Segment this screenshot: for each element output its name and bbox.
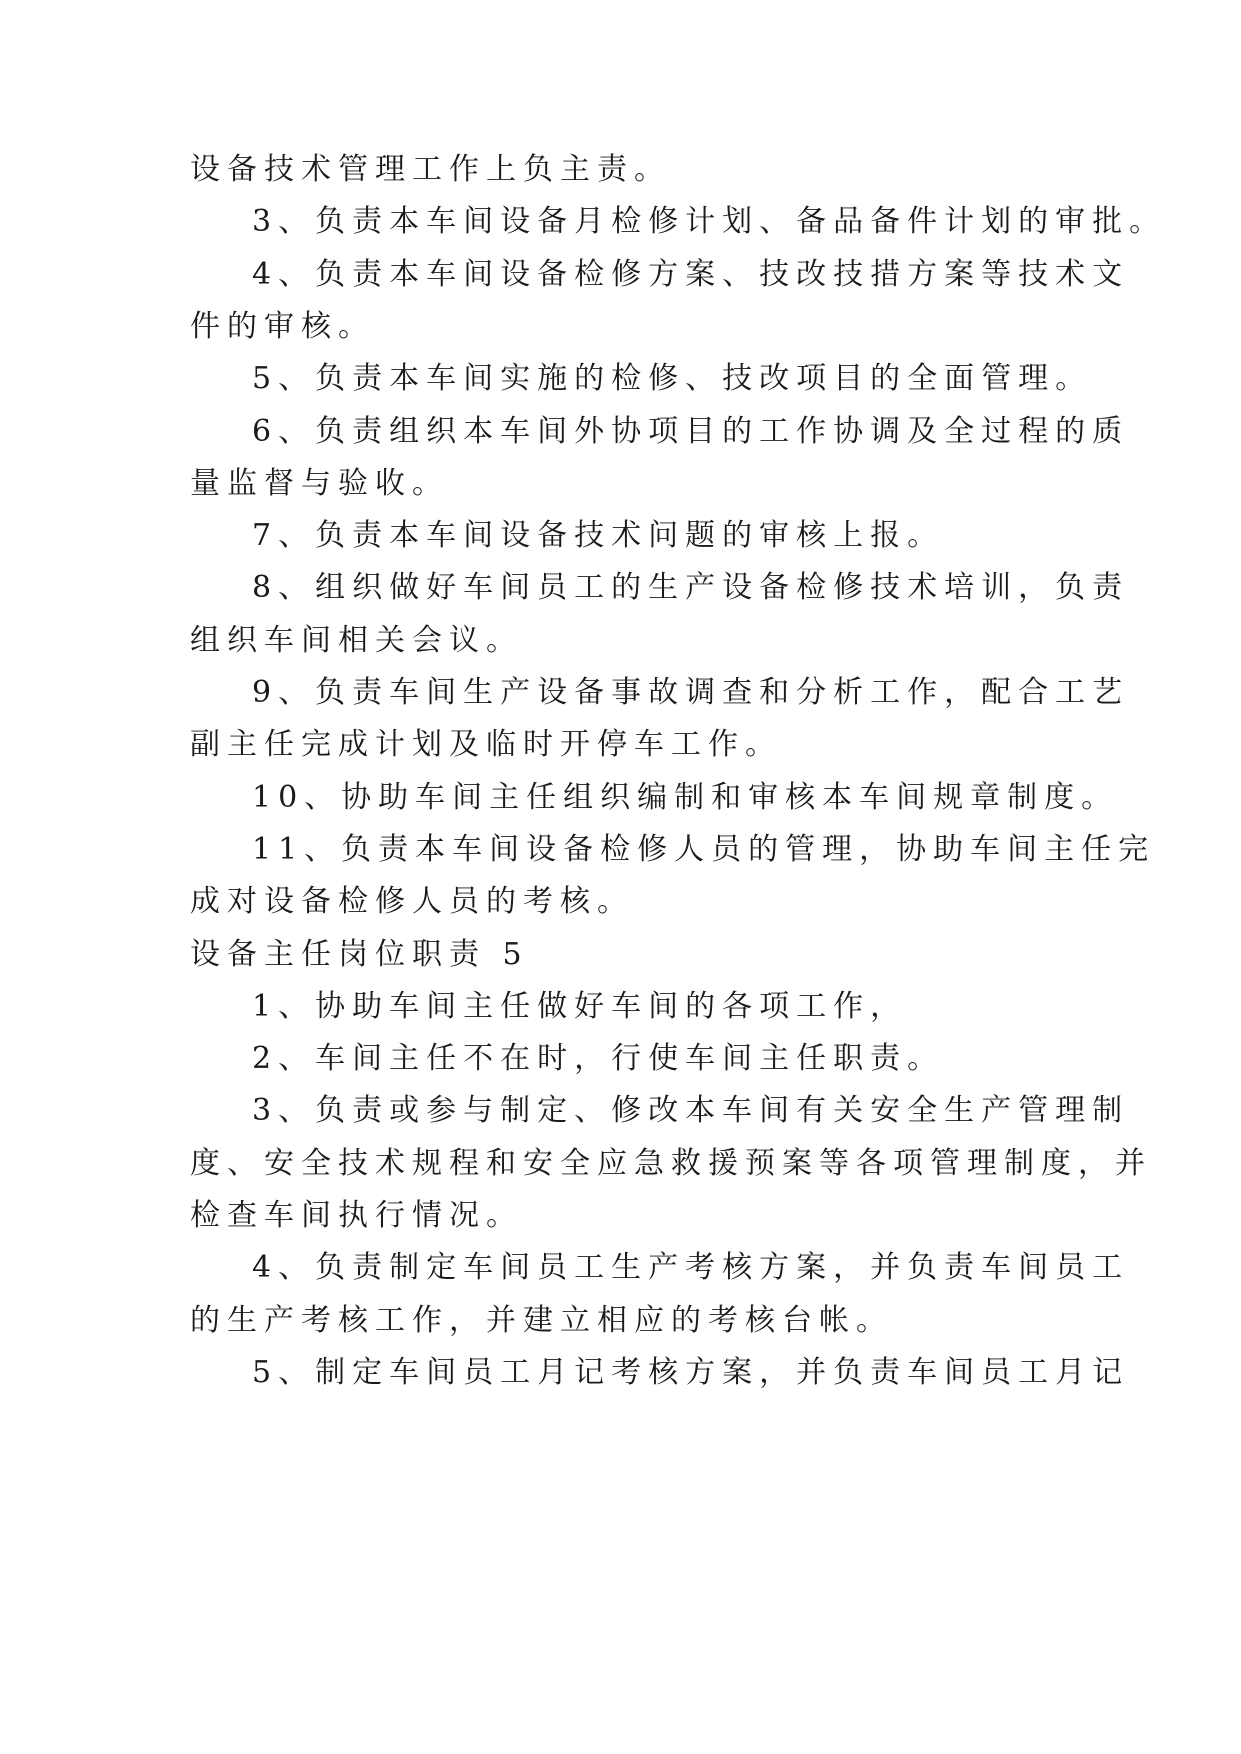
paragraph-line: 组织车间相关会议。 <box>190 622 523 658</box>
paragraph-line-first: 7、负责本车间设备技术问题的审核上报。 <box>252 518 945 554</box>
paragraph-line: 副主任完成计划及临时开停车工作。 <box>190 727 782 763</box>
paragraph-line-first: 2、车间主任不在时，行使车间主任职责。 <box>252 1041 945 1077</box>
paragraph-line-first: 4、负责本车间设备检修方案、技改技措方案等技术文 <box>252 256 1130 292</box>
paragraph-line-first: 3、负责或参与制定、修改本车间有关安全生产管理制 <box>252 1093 1130 1129</box>
paragraph-line-first: 5、负责本车间实施的检修、技改项目的全面管理。 <box>252 361 1093 397</box>
paragraph-line-first: 4、负责制定车间员工生产考核方案，并负责车间员工 <box>252 1250 1130 1286</box>
paragraph-line: 件的审核。 <box>190 308 375 344</box>
paragraph-line: 度、安全技术规程和安全应急救援预案等各项管理制度，并 <box>190 1145 1152 1181</box>
paragraph-line-first: 9、负责车间生产设备事故调查和分析工作，配合工艺 <box>252 675 1130 710</box>
paragraph-line-first: 3、负责本车间设备月检修计划、备品备件计划的审批。 <box>252 204 1167 240</box>
paragraph-line-first: 6、负责组织本车间外协项目的工作协调及全过程的质 <box>252 413 1130 449</box>
paragraph-line-first: 5、制定车间员工月记考核方案，并负责车间员工月记 <box>252 1354 1130 1390</box>
paragraph-line: 量监督与验收。 <box>190 465 449 501</box>
paragraph-line: 设备技术管理工作上负主责。 <box>190 152 671 187</box>
paragraph-line: 检查车间执行情况。 <box>190 1198 523 1233</box>
paragraph-line: 的生产考核工作，并建立相应的考核台帐。 <box>190 1302 893 1338</box>
paragraph-line-first: 11、负责本车间设备检修人员的管理，协助车间主任完 <box>252 831 1156 867</box>
section-heading: 设备主任岗位职责 5 <box>190 936 529 972</box>
paragraph-line-first: 1、协助车间主任做好车间的各项工作， <box>252 988 908 1024</box>
paragraph-line: 成对设备检修人员的考核。 <box>190 884 634 920</box>
paragraph-line-first: 8、组织做好车间员工的生产设备检修技术培训，负责 <box>252 570 1130 606</box>
paragraph-line-first: 10、协助车间主任组织编制和审核本车间规章制度。 <box>252 779 1119 815</box>
